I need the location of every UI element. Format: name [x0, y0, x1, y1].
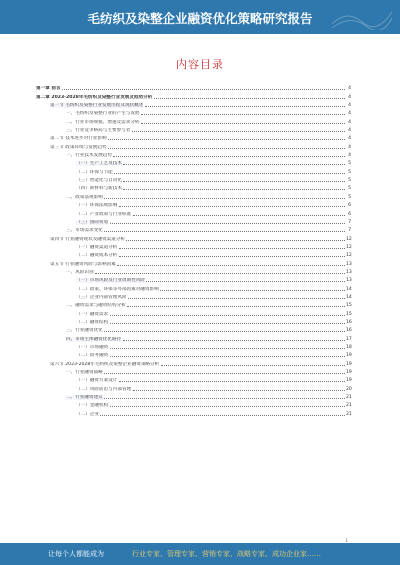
- toc-dot-leader: [123, 181, 344, 182]
- toc-entry-title: （二）政策、环保等外部因素对融资影响: [76, 286, 159, 292]
- toc-entry-title: 二、行业融资建议: [66, 395, 103, 401]
- toc-entry[interactable]: [36, 258, 351, 266]
- toc-entry[interactable]: [36, 200, 351, 208]
- toc-entry-title: （二）融资成本分析: [76, 253, 118, 259]
- toc-entry[interactable]: [36, 358, 351, 366]
- toc-entry-title: （一）融资方案设计: [76, 378, 118, 384]
- toc-entry-page: 19: [346, 361, 352, 367]
- toc-entry-title: （二）产业政策与行业标准: [76, 211, 132, 217]
- toc-dot-leader: [113, 156, 344, 157]
- toc-dot-leader: [154, 98, 345, 99]
- toc-entry-title: 三、市场需求变化: [66, 228, 103, 234]
- toc-entry-title: 第四节 行业融资现状及融资渠道分析: [50, 236, 125, 242]
- toc-entry-page: 19: [346, 353, 352, 359]
- toc-entry[interactable]: [36, 208, 351, 216]
- toc-dot-leader: [123, 189, 344, 190]
- toc-entry-page: 4: [348, 136, 351, 142]
- toc-entry[interactable]: [36, 158, 351, 166]
- toc-entry-title: 二、政策法规影响: [66, 194, 103, 200]
- toc-entry[interactable]: [36, 100, 351, 108]
- toc-entry-title: （一）融资渠道分析: [76, 244, 118, 250]
- toc-dot-leader: [133, 390, 345, 391]
- toc-entry-page: 20: [346, 386, 352, 392]
- toc-dot-leader: [141, 114, 344, 115]
- toc-dot-leader: [95, 273, 344, 274]
- toc-entry[interactable]: [36, 91, 351, 99]
- toc-entry[interactable]: [36, 242, 351, 250]
- toc-entry-title: （三）智能化与自动化: [76, 178, 122, 184]
- toc-dot-leader: [110, 223, 345, 224]
- toc-entry-page: 13: [346, 278, 352, 284]
- toc-entry-title: 第一章 前言: [36, 86, 61, 92]
- toc-dot-leader: [119, 256, 345, 257]
- toc-entry-page: 4: [348, 103, 351, 109]
- toc-entry[interactable]: [36, 392, 351, 400]
- toc-entry-page: 12: [346, 236, 352, 242]
- toc-entry-page: 14: [346, 286, 352, 292]
- toc-entry-page: 12: [346, 253, 352, 259]
- toc-entry-page: 17: [346, 336, 352, 342]
- toc-dot-leader: [108, 139, 344, 140]
- toc-entry-title: （二）融资结构: [76, 319, 109, 325]
- toc-entry-page: 5: [348, 186, 351, 192]
- toc-entry-page: 5: [348, 178, 351, 184]
- toc-dot-leader: [104, 198, 344, 199]
- toc-entry-page: 4: [348, 111, 351, 117]
- toc-entry-title: （二）环保与节能: [76, 169, 113, 175]
- toc-entry-title: 一、毛纺织及染整行业的产生与发展: [66, 111, 140, 117]
- toc-entry-title: 第三节 政策环境与发展趋势: [50, 144, 107, 150]
- toc-entry[interactable]: [36, 275, 351, 283]
- report-header-bar: [0, 0, 400, 34]
- toc-dot-leader: [128, 298, 344, 299]
- toc-dot-leader: [100, 415, 344, 416]
- toc-entry-title: （四）新材料与新技术: [76, 186, 122, 192]
- toc-dot-leader: [110, 315, 345, 316]
- toc-entry-title: （三）国际贸易: [76, 219, 109, 225]
- toc-entry-title: 四、市场主体融资优化路径: [66, 336, 122, 342]
- toc-entry[interactable]: [36, 166, 351, 174]
- toc-entry[interactable]: [36, 233, 351, 241]
- toc-dot-leader: [108, 148, 344, 149]
- toc-entry[interactable]: [36, 400, 351, 408]
- toc-entry-title: 第六节 2023-2028年毛纺织及染整企业融资策略分析: [50, 361, 160, 367]
- toc-entry[interactable]: [36, 183, 351, 191]
- toc-entry[interactable]: [36, 308, 351, 316]
- toc-dot-leader: [123, 340, 345, 341]
- toc-dot-leader: [114, 173, 344, 174]
- toc-entry-page: 4: [348, 153, 351, 159]
- toc-entry-page: 19: [346, 378, 352, 384]
- toc-entry-title: 第二节 技术进步对行业影响: [50, 136, 107, 142]
- toc-entry[interactable]: [36, 108, 351, 116]
- toc-entry-page: 16: [346, 319, 352, 325]
- toc-entry-title: 一、行业融资战略: [66, 370, 103, 376]
- toc-entry-title: 第一节 毛纺织及染整行业发展历程及现状概述: [50, 103, 144, 109]
- toc-dot-leader: [110, 323, 345, 324]
- toc-entry[interactable]: [36, 267, 351, 275]
- toc-entry-page: 12: [346, 244, 352, 250]
- toc-entry[interactable]: [36, 125, 351, 133]
- toc-entry[interactable]: [36, 141, 351, 149]
- toc-dot-leader: [126, 240, 344, 241]
- toc-entry[interactable]: [36, 325, 351, 333]
- toc-entry[interactable]: [36, 225, 351, 233]
- toc-entry-title: （一）市场融资: [76, 345, 109, 350]
- toc-entry-page: 4: [348, 119, 351, 125]
- toc-dot-leader: [146, 281, 344, 282]
- toc-entry[interactable]: [36, 292, 351, 300]
- toc-dot-leader: [104, 331, 344, 332]
- toc-entry-page: 4: [348, 144, 351, 150]
- toc-entry-page: 6: [348, 203, 351, 209]
- toc-entry[interactable]: [36, 83, 351, 91]
- toc-entry-page: 7: [348, 219, 351, 225]
- toc-dot-leader: [104, 398, 344, 399]
- toc-entry-title: 二、融资需求与融资结构分析: [66, 303, 126, 309]
- toc-entry-page: 4: [348, 128, 351, 134]
- toc-entry-title: 第五节 行业融资风险与影响因素: [50, 261, 116, 267]
- toc-entry-page: 15: [346, 311, 352, 317]
- toc-entry[interactable]: [36, 375, 351, 383]
- report-footer-bar: [0, 543, 400, 565]
- toc-dot-leader: [110, 356, 345, 357]
- toc-entry[interactable]: [36, 191, 351, 199]
- toc-entry[interactable]: [36, 342, 351, 350]
- toc-heading: 内容目录: [176, 58, 224, 71]
- toc-dot-leader: [123, 164, 344, 165]
- toc-entry-page: 21: [346, 411, 352, 417]
- toc-entry-page: 5: [348, 194, 351, 200]
- toc-dot-leader: [110, 406, 345, 407]
- toc-entry-title: 三、行业竞争格局与主要参与者: [66, 128, 131, 134]
- toc-dot-leader: [119, 248, 345, 249]
- toc-entry[interactable]: [36, 175, 351, 183]
- toc-dot-leader: [127, 306, 344, 307]
- footer-slogan-right: 行业专家、管理专家、营销专家、战略专家、成功企业家……: [132, 550, 321, 558]
- toc-entry-title: （二）债务融资: [76, 353, 109, 359]
- toc-entry-page: 7: [348, 228, 351, 234]
- toc-entry-page: 13: [346, 269, 352, 275]
- toc-entry-page: 5: [348, 161, 351, 167]
- toc-entry-title: 三、行业融资优化: [66, 328, 103, 334]
- toc-entry-title: （二）企业: [76, 411, 99, 417]
- toc-entry-title: （三）企业内部管理风险: [76, 294, 127, 300]
- toc-entry[interactable]: [36, 333, 351, 341]
- toc-dot-leader: [161, 365, 345, 366]
- toc-entry[interactable]: [36, 317, 351, 325]
- toc-entry-title: （一）环保法规影响: [76, 203, 118, 209]
- toc-entry[interactable]: [36, 283, 351, 291]
- toc-entry-title: （一）金融机构: [76, 403, 109, 409]
- toc-entry-page: 21: [346, 403, 352, 409]
- toc-entry-page: 19: [346, 370, 352, 376]
- report-title: 毛纺织及染整企业融资优化策略研究报告: [87, 11, 313, 26]
- toc-entry[interactable]: [36, 300, 351, 308]
- toc-dot-leader: [104, 231, 344, 232]
- toc-entry-page: 14: [346, 294, 352, 300]
- toc-entry-title: （一）生产工艺及技术: [76, 161, 122, 167]
- toc-entry-page: 15: [346, 303, 352, 309]
- toc-entry[interactable]: [36, 150, 351, 158]
- toc-entry[interactable]: [36, 367, 351, 375]
- toc-dot-leader: [133, 215, 345, 216]
- toc-entry-page: 6: [348, 211, 351, 217]
- toc-entry[interactable]: [36, 133, 351, 141]
- toc-entry-title: （一）融资需求: [76, 311, 109, 317]
- toc-entry-title: 一、行业技术发展趋势: [66, 153, 112, 159]
- toc-dot-leader: [119, 206, 345, 207]
- toc-dot-leader: [104, 373, 344, 374]
- toc-entry-page: 4: [348, 86, 351, 92]
- toc-entry[interactable]: [36, 217, 351, 225]
- toc-dot-leader: [62, 89, 344, 90]
- toc-entry-page: 13: [346, 261, 352, 267]
- toc-dot-leader: [119, 381, 345, 382]
- toc-dot-leader: [160, 290, 344, 291]
- toc-entry[interactable]: [36, 350, 351, 358]
- page-number: 1: [345, 538, 348, 543]
- toc-entry-title: 第二章 2023-2028年毛纺织及染整行业发展及趋势分析: [36, 94, 153, 100]
- table-of-contents: [36, 83, 351, 417]
- toc-dot-leader: [141, 123, 344, 124]
- toc-entry-title: （二）风险防范与内部管理: [76, 386, 132, 392]
- toc-entry[interactable]: [36, 116, 351, 124]
- toc-entry-page: 5: [348, 169, 351, 175]
- toc-entry-title: 一、风险识别: [66, 269, 94, 275]
- toc-entry-title: 二、行业市场规模、增速及需求分析: [66, 119, 140, 125]
- footer-slogan-left: 让每个人都能成为: [48, 550, 104, 558]
- toc-dot-leader: [132, 131, 345, 132]
- toc-entry-page: 4: [348, 94, 351, 100]
- toc-entry[interactable]: [36, 383, 351, 391]
- toc-dot-leader: [110, 348, 345, 349]
- toc-dot-leader: [117, 265, 344, 266]
- toc-entry-page: 16: [346, 328, 352, 334]
- toc-entry-page: 18: [346, 345, 352, 350]
- toc-dot-leader: [145, 106, 345, 107]
- toc-entry[interactable]: [36, 408, 351, 416]
- toc-entry[interactable]: [36, 250, 351, 258]
- toc-entry-page: 21: [346, 395, 352, 401]
- toc-entry-title: （一）市场风险及行业周期性风险: [76, 278, 145, 284]
